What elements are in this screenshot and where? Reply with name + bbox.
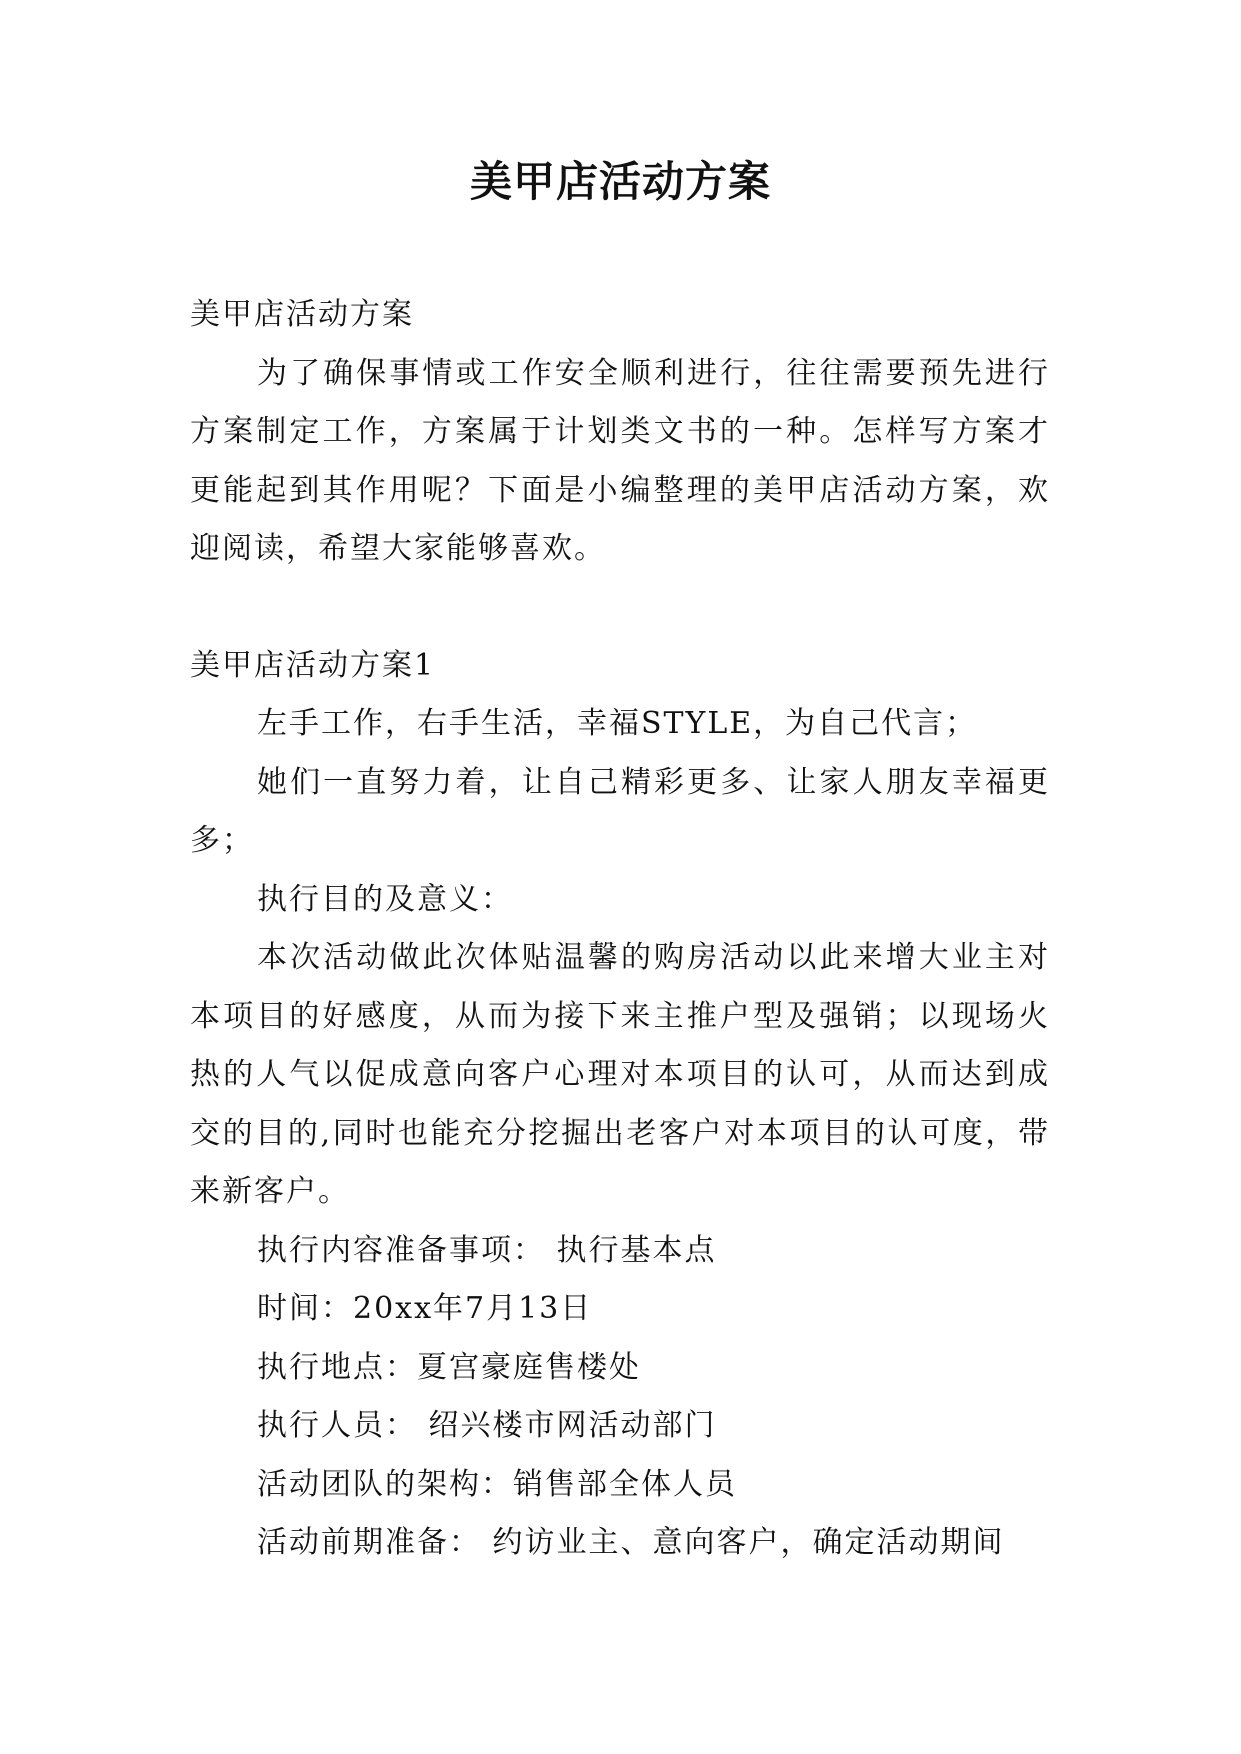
- slogan-line: 左手工作，右手生活，幸福STYLE，为自己代言；: [257, 706, 978, 741]
- document-body: [190, 286, 1050, 1573]
- event-location: 执行地点：夏宫豪庭售楼处: [257, 1349, 641, 1385]
- paragraph-gap: [190, 579, 1050, 637]
- effort-line: 她们一直努力着，让自己精彩更多、让家人朋友幸福更多；: [190, 764, 1050, 858]
- purpose-paragraph: 本次活动做此次体贴温馨的购房活动以此来增大业主对本项目的好感度，从而为接下来主推户型及强销；以现场火热的人气以促成意向客户心理对本项目的认可，从而达到成交的目的,同时也能充分挖掘出老客户对本项目的认可度，带来新客户。: [190, 940, 1050, 1209]
- team-structure: 活动团队的架构：销售部全体人员: [257, 1466, 737, 1502]
- event-staff: 执行人员： 绍兴楼市网活动部门: [257, 1408, 717, 1443]
- intro-heading: 美甲店活动方案: [190, 297, 414, 332]
- section-heading: 美甲店活动方案1: [190, 647, 436, 683]
- purpose-heading: 执行目的及意义：: [257, 881, 513, 917]
- document-title: 美甲店活动方案: [469, 157, 771, 206]
- preparation-heading: 执行内容准备事项： 执行基本点: [257, 1232, 717, 1268]
- intro-paragraph: 为了确保事情或工作安全顺利进行，往往需要预先进行方案制定工作，方案属于计划类文书的一种。怎样写方案才更能起到其作用呢？下面是小编整理的美甲店活动方案，欢迎阅读，希望大家能够喜欢。: [190, 355, 1050, 566]
- pre-event-preparation: 活动前期准备： 约访业主、意向客户，确定活动期间: [257, 1525, 1005, 1560]
- event-time: 时间：20xx年7月13日: [257, 1291, 593, 1326]
